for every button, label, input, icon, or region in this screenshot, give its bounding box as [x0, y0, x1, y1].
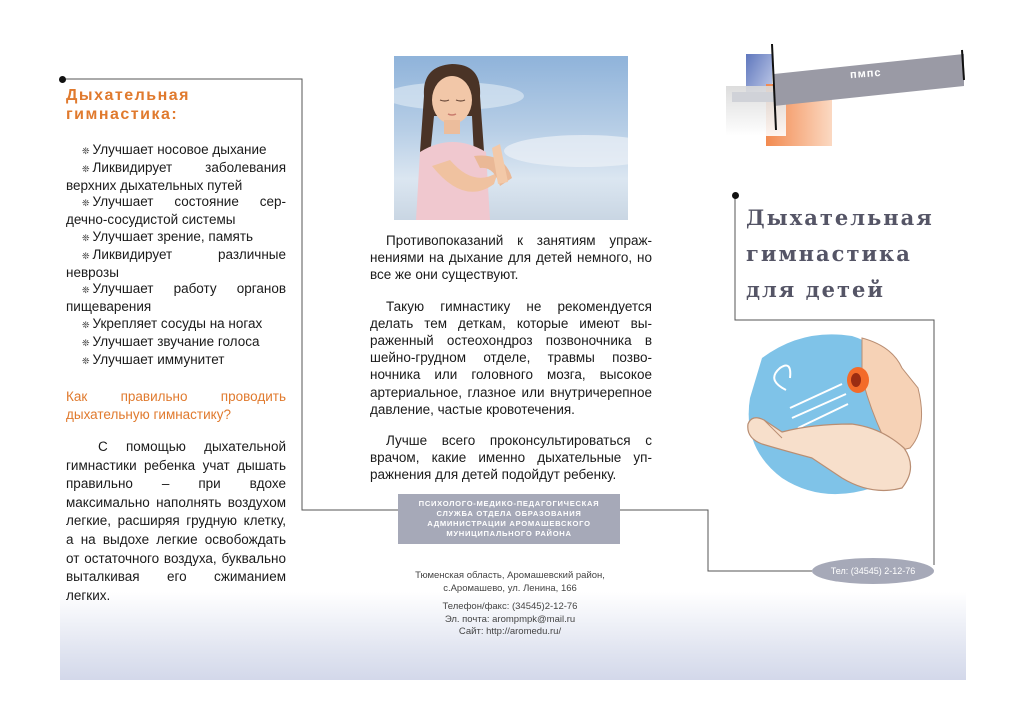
- brochure-title: [746, 200, 946, 308]
- benefit-text: Ликвидирует различные неврозы: [66, 246, 286, 280]
- paragraph: Противопоказаний к занятиям упражнениями на дыхание для детей немного, но все же они существуют.: [370, 233, 652, 283]
- benefit-text: Улучшает носовое дыхание: [92, 142, 267, 157]
- benefits-list: [66, 142, 286, 369]
- bullet-icon: ❊: [82, 232, 90, 243]
- bullet-icon: ❊: [82, 319, 90, 330]
- benefit-item: [66, 142, 286, 160]
- benefit-text: Укрепляет сосуды на ногах: [92, 315, 263, 331]
- left-panel-title: Дыхательная гимнастика:: [66, 87, 190, 123]
- bullet-icon: ❊: [82, 285, 90, 296]
- bullet-dot-left: [59, 76, 66, 83]
- benefit-text: Улучшает звучание голоса: [92, 333, 260, 349]
- benefit-text: Ликвидирует заболевания верхних дыхательных путей: [66, 159, 286, 193]
- phone-pill: [812, 558, 934, 584]
- breathing-exercise-illustration: [742, 328, 932, 506]
- benefit-item: [66, 247, 286, 282]
- website-line: Сайт: http://aromedu.ru/: [458, 626, 562, 638]
- organization-name: ПСИХОЛОГО-МЕДИКО-ПЕДАГОГИЧЕСКАЯ СЛУЖБА ОТДЕЛА ОБРАЗОВАНИЯ АДМИНИСТРАЦИИ АРОМАШЕВСКОГО МУНИЦИПАЛЬНОГО РАЙОНА: [418, 499, 600, 538]
- benefit-item: [66, 194, 286, 229]
- bullet-icon: ❊: [82, 250, 90, 261]
- benefit-item: [66, 334, 286, 352]
- how-to-text: С помощью дыхательной гимнастики ребенка учат дышать правильно – при вдохе максимально наполнять воздухом легкие, расширяя грудную клетку, а на выдохе легкие освобождать от остаточного воздуха, буквально выталкивая его сжиманием легких.: [66, 439, 286, 603]
- child-meditating-photo: [394, 56, 628, 220]
- benefit-item: [66, 352, 286, 370]
- benefit-text: Улучшает работу органов пищеварения: [66, 281, 286, 315]
- benefit-item: [66, 316, 286, 334]
- benefit-text: Улучшает зрение, память: [92, 228, 254, 244]
- benefit-text: Улучшает состояние сердечно-сосудистой системы: [66, 194, 286, 228]
- contact-info: [390, 570, 630, 639]
- contraindications-text: [370, 232, 652, 498]
- address-line-2: с.Аромашево, ул. Ленина, 166: [443, 582, 577, 594]
- address-line-1: Тюменская область, Аромашевский район,: [415, 570, 605, 581]
- phone-text: Тел: (34545) 2-12-76: [830, 566, 916, 576]
- bullet-icon: ❊: [82, 146, 90, 156]
- title-line-1: Дыхательная: [746, 205, 934, 230]
- paragraph: Такую гимнастику не рекомендуется делать тем деткам, которые имеют выраженный остеохондроз позвоночника в шейно-грудном отделе, травмы позвоночника или головного мозга, высокое артериальное, глазное или внутричерепное давление, частые кровотечения.: [370, 298, 652, 417]
- bullet-icon: ❊: [82, 198, 90, 209]
- pmps-logo-graphic: [720, 40, 970, 152]
- bullet-icon: ❊: [82, 355, 90, 366]
- title-line-3: для детей: [746, 277, 885, 302]
- pmps-logo-text: пмпс: [849, 66, 882, 82]
- how-to-title: Как правильно проводить дыхательную гимнастику?: [66, 389, 286, 422]
- title-line-2: гимнастика: [746, 241, 912, 266]
- email-line: Эл. почта: arompmpk@mail.ru: [444, 613, 576, 625]
- bullet-dot-right: [732, 192, 739, 199]
- benefit-item: [66, 229, 286, 247]
- organization-box: [398, 494, 620, 544]
- bullet-icon: ❊: [82, 337, 90, 348]
- paragraph: Лучше всего проконсультироваться с врачом, какие именно дыхательные упражнения для детей подойдут ребенку.: [370, 433, 652, 483]
- benefit-item: [66, 281, 286, 316]
- benefit-item: [66, 160, 286, 195]
- benefit-text: Улучшает иммунитет: [92, 351, 225, 367]
- phone-fax: Телефон/факс: (34545)2-12-76: [442, 601, 578, 613]
- bullet-icon: ❊: [82, 163, 90, 174]
